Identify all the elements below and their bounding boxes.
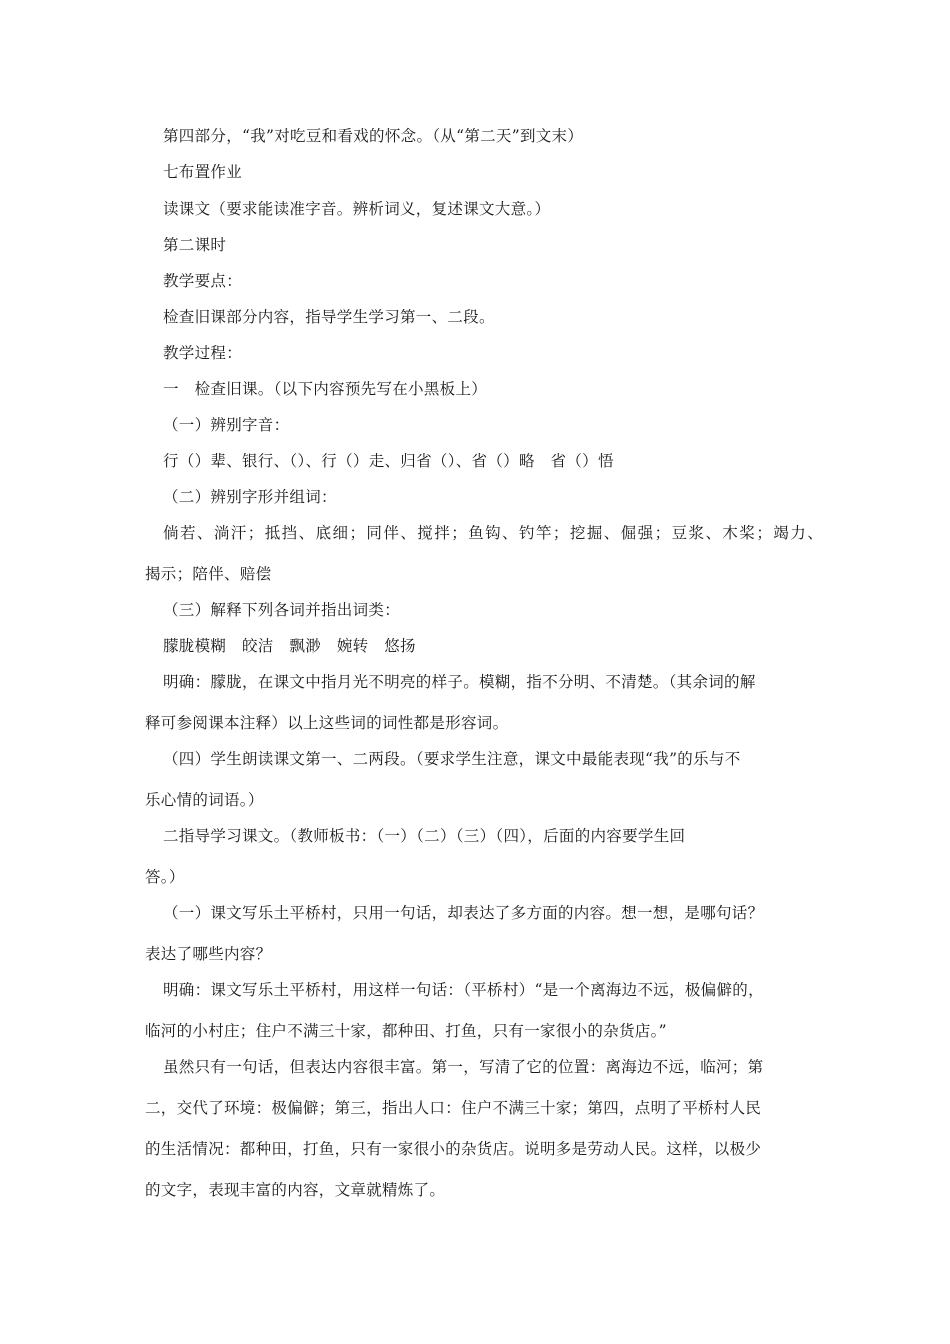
analysis-line-1: 虽然只有一句话，但表达内容很丰富。第一，写清了它的位置：离海边不远，临河；第 [163,1058,764,1076]
answer-words-line-1: 明确：朦胧，在课文中指月光不明亮的样子。模糊，指不分明、不清楚。（其余词的解 [163,673,756,691]
question-one-line-2: 表达了哪些内容？ [145,945,272,963]
heading-second-lesson: 第二课时 [163,236,227,254]
answer-village-line-1: 明确：课文写乐土平桥村，用这样一句话：（平桥村）“是一个离海边不远，极偏僻的， [163,981,764,999]
subheading-explain-words: （三）解释下列各词并指出词类： [163,601,401,619]
word-list: 朦胧模糊 皎洁 飘渺 婉转 悠扬 [163,637,416,655]
paragraph-part-four: 第四部分，“我”对吃豆和看戏的怀念。（从“第二天”到文末） [163,127,584,145]
pronunciation-exercise: 行（）辈、银行、（）、行（）走、归省（）、省（）略 省（）悟 [163,452,614,470]
analysis-line-2: 二，交代了环境：极偏僻；第三，指出人口：住户不满三十家；第四，点明了平桥村人民 [145,1099,762,1117]
heading-assign-homework: 七布置作业 [163,163,243,181]
reading-task-line-1: （四）学生朗读课文第一、二两段。（要求学生注意，课文中最能表现“我”的乐与不 [163,750,741,768]
section-one-heading: 一 检查旧课。（以下内容预先写在小黑板上） [163,380,488,398]
subheading-character-forms: （二）辨别字形并组词： [163,488,337,506]
section-two-line-2: 答。） [145,868,185,886]
analysis-line-4: 的文字，表现丰富的内容，文章就精炼了。 [145,1181,446,1199]
question-one-line-1: （一）课文写乐土平桥村，只用一句话，却表达了多方面的内容。想一想，是哪句话？ [163,904,764,922]
analysis-line-3: 的生活情况：都种田，打鱼，只有一家很小的杂货店。说明多是劳动人民。这样，以极少 [145,1140,762,1158]
reading-task-line-2: 乐心情的词语。） [145,791,264,809]
paragraph-read-text: 读课文（要求能读准字音。辨析词义，复述课文大意。） [163,200,551,218]
character-pairs-line-2: 揭示；陪伴、赔偿 [145,565,272,583]
heading-teaching-process: 教学过程： [163,344,243,362]
heading-teaching-points: 教学要点： [163,272,243,290]
character-pairs-line-1: 倘若、淌汗；抵挡、底细；同伴、搅拌；鱼钩、钓竿；挖掘、倔强；豆浆、木桨；竭力、 [163,524,823,542]
paragraph-check-review: 检查旧课部分内容，指导学生学习第一、二段。 [163,308,495,326]
answer-village-line-2: 临河的小村庄；住户不满三十家，都种田、打鱼，只有一家很小的杂货店。” [145,1022,667,1040]
section-two-line-1: 二指导学习课文。（教师板书：（一）（二）（三）（四），后面的内容要学生回 [163,827,686,845]
subheading-pronunciation: （一）辨别字音： [163,416,290,434]
answer-words-line-2: 释可参阅课本注释）以上这些词的词性都是形容词。 [145,714,509,732]
